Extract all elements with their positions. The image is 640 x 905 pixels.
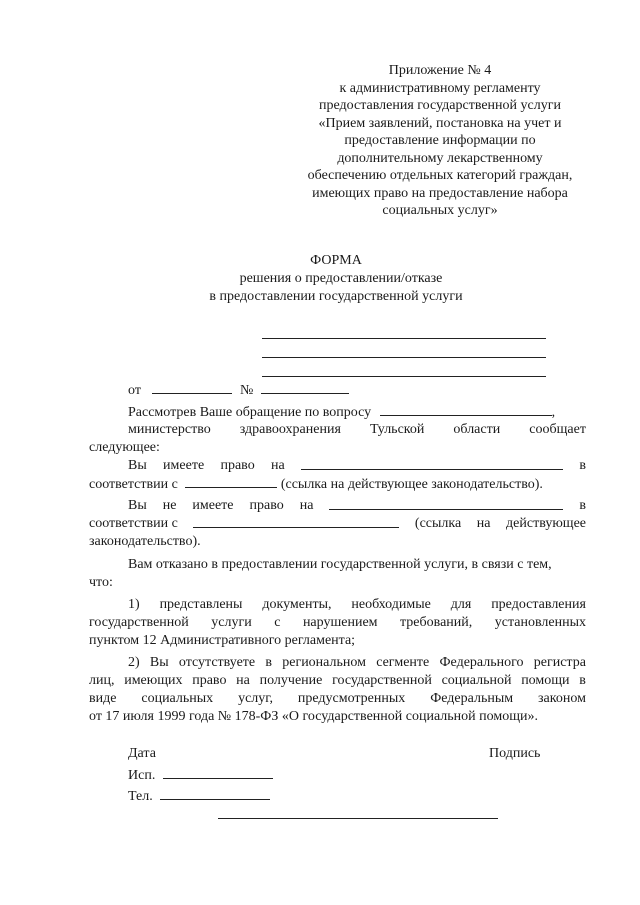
word: в <box>579 458 586 473</box>
from-label: от <box>128 383 141 398</box>
word: имеете <box>192 498 234 513</box>
word: региональном <box>282 655 366 670</box>
law-link-text: (ссылка на действующее законодательство). <box>280 477 543 492</box>
reason2-line2 <box>89 672 586 690</box>
word: право <box>192 673 227 688</box>
word: с <box>274 615 281 630</box>
word: 1) <box>128 597 140 612</box>
word: Тульской <box>369 422 425 437</box>
decision-number-field[interactable] <box>261 381 349 394</box>
word: здравоохранения <box>239 422 341 437</box>
word: регистра <box>533 655 586 670</box>
phone-field[interactable] <box>160 787 270 800</box>
word: социальных <box>141 691 214 706</box>
word: получение <box>259 673 323 688</box>
word: на <box>236 673 250 688</box>
word: в <box>265 655 272 670</box>
reason1-line1 <box>128 596 586 614</box>
word: сообщает <box>529 422 586 437</box>
word: на <box>299 498 314 513</box>
no-right-row <box>128 497 586 515</box>
word: 2) <box>128 655 140 670</box>
word: не <box>162 498 177 513</box>
compliance2-label: соответствии с <box>89 516 178 531</box>
signature-label: Подпись <box>489 746 541 761</box>
form-heading: ФОРМА <box>310 253 362 268</box>
following-text: следующее: <box>89 440 160 455</box>
reason2-line3 <box>89 690 586 708</box>
appendix-line: «Прием заявлений, постановка на учет и <box>318 115 562 131</box>
compliance-row <box>89 475 543 494</box>
word: в <box>579 673 586 688</box>
word: лиц, <box>89 673 115 688</box>
number-label: № <box>239 383 254 398</box>
word: на <box>476 516 491 531</box>
word: услуг, <box>238 691 273 706</box>
word: (ссылка <box>414 516 462 531</box>
compliance2-row <box>89 515 586 533</box>
law-link-end: законодательство). <box>89 534 201 549</box>
appendix-line: социальных услуг» <box>382 203 498 218</box>
word: для <box>450 597 472 612</box>
reason1-line3: пунктом 12 Административного регламента; <box>89 633 356 648</box>
intro-row <box>128 403 555 422</box>
word: отсутствуете <box>178 655 256 670</box>
word: право <box>249 498 284 513</box>
law-reference-field[interactable] <box>185 475 277 488</box>
date-number-row <box>128 381 349 400</box>
word: сегменте <box>376 655 430 670</box>
date-label: Дата <box>128 746 156 761</box>
word: предоставления <box>491 597 586 612</box>
phone-label: Тел. <box>128 789 153 804</box>
word: право <box>220 458 255 473</box>
word: нарушением <box>302 615 378 630</box>
closing-divider <box>218 818 498 819</box>
word: предусмотренных <box>297 691 406 706</box>
word: представлены <box>159 597 243 612</box>
refused-line2: что: <box>89 575 113 590</box>
word: помощи <box>521 673 570 688</box>
executor-row <box>128 766 273 785</box>
intro-text: Рассмотрев Ваше обращение по вопросу <box>128 405 372 420</box>
form-subtitle-line1: решения о предоставлении/отказе <box>239 271 443 286</box>
executor-label: Исп. <box>128 768 156 783</box>
appendix-line: Приложение № 4 <box>388 63 492 78</box>
word: необходимые <box>351 597 431 612</box>
word: на <box>271 458 285 473</box>
word: имеете <box>163 458 205 473</box>
word: Вы <box>128 458 147 473</box>
word: документы, <box>262 597 332 612</box>
have-right-row <box>128 457 586 475</box>
appendix-line: к административному регламенту <box>339 80 541 96</box>
executor-field[interactable] <box>163 766 273 779</box>
addressee-line[interactable] <box>262 376 546 377</box>
form-subtitle-line2: в предоставлении государственной услуги <box>209 289 463 304</box>
decision-date-field[interactable] <box>152 381 232 394</box>
phone-row <box>128 787 270 806</box>
word: области <box>453 422 501 437</box>
word: министерство <box>128 422 211 437</box>
word: Федерального <box>439 655 524 670</box>
denied-service-field[interactable] <box>329 497 563 510</box>
appendix-line: предоставление информации по <box>344 133 536 148</box>
word: законом <box>538 691 586 706</box>
appendix-line: предоставления государственной услуги <box>319 98 561 113</box>
word: государственной <box>89 615 189 630</box>
word: в <box>579 498 586 513</box>
intro-comma: , <box>551 405 556 420</box>
law-reference-field-2[interactable] <box>193 515 399 528</box>
reason2-line1 <box>128 654 586 672</box>
addressee-line[interactable] <box>262 357 546 358</box>
word: Вы <box>149 655 169 670</box>
word: услуги <box>211 615 252 630</box>
word: виде <box>89 691 117 706</box>
appendix-line: дополнительному лекарственному <box>337 150 543 166</box>
appendix-header <box>230 62 640 220</box>
word: установленных <box>494 615 586 630</box>
appendix-line: обеспечению отдельных категорий граждан, <box>307 168 573 183</box>
word: социальной <box>441 673 512 688</box>
word: Вы <box>128 498 147 513</box>
word: имеющих <box>124 673 183 688</box>
compliance-label: соответствии с <box>89 477 178 492</box>
ministry-row <box>128 421 586 439</box>
word: действующее <box>506 516 586 531</box>
word: государственной <box>332 673 432 688</box>
granted-service-field[interactable] <box>301 457 563 470</box>
appendix-line: имеющих право на предоставление набора <box>312 185 568 201</box>
refused-line1: Вам отказано в предоставлении государственной услуги, в связи с тем, <box>128 557 552 572</box>
word: требований, <box>400 615 473 630</box>
addressee-line[interactable] <box>262 338 546 339</box>
reason1-line2 <box>89 614 586 632</box>
request-subject-field[interactable] <box>380 403 552 416</box>
reason2-line4: от 17 июля 1999 года № 178-ФЗ «О государственной социальной помощи». <box>89 709 539 724</box>
word: Федеральным <box>430 691 514 706</box>
